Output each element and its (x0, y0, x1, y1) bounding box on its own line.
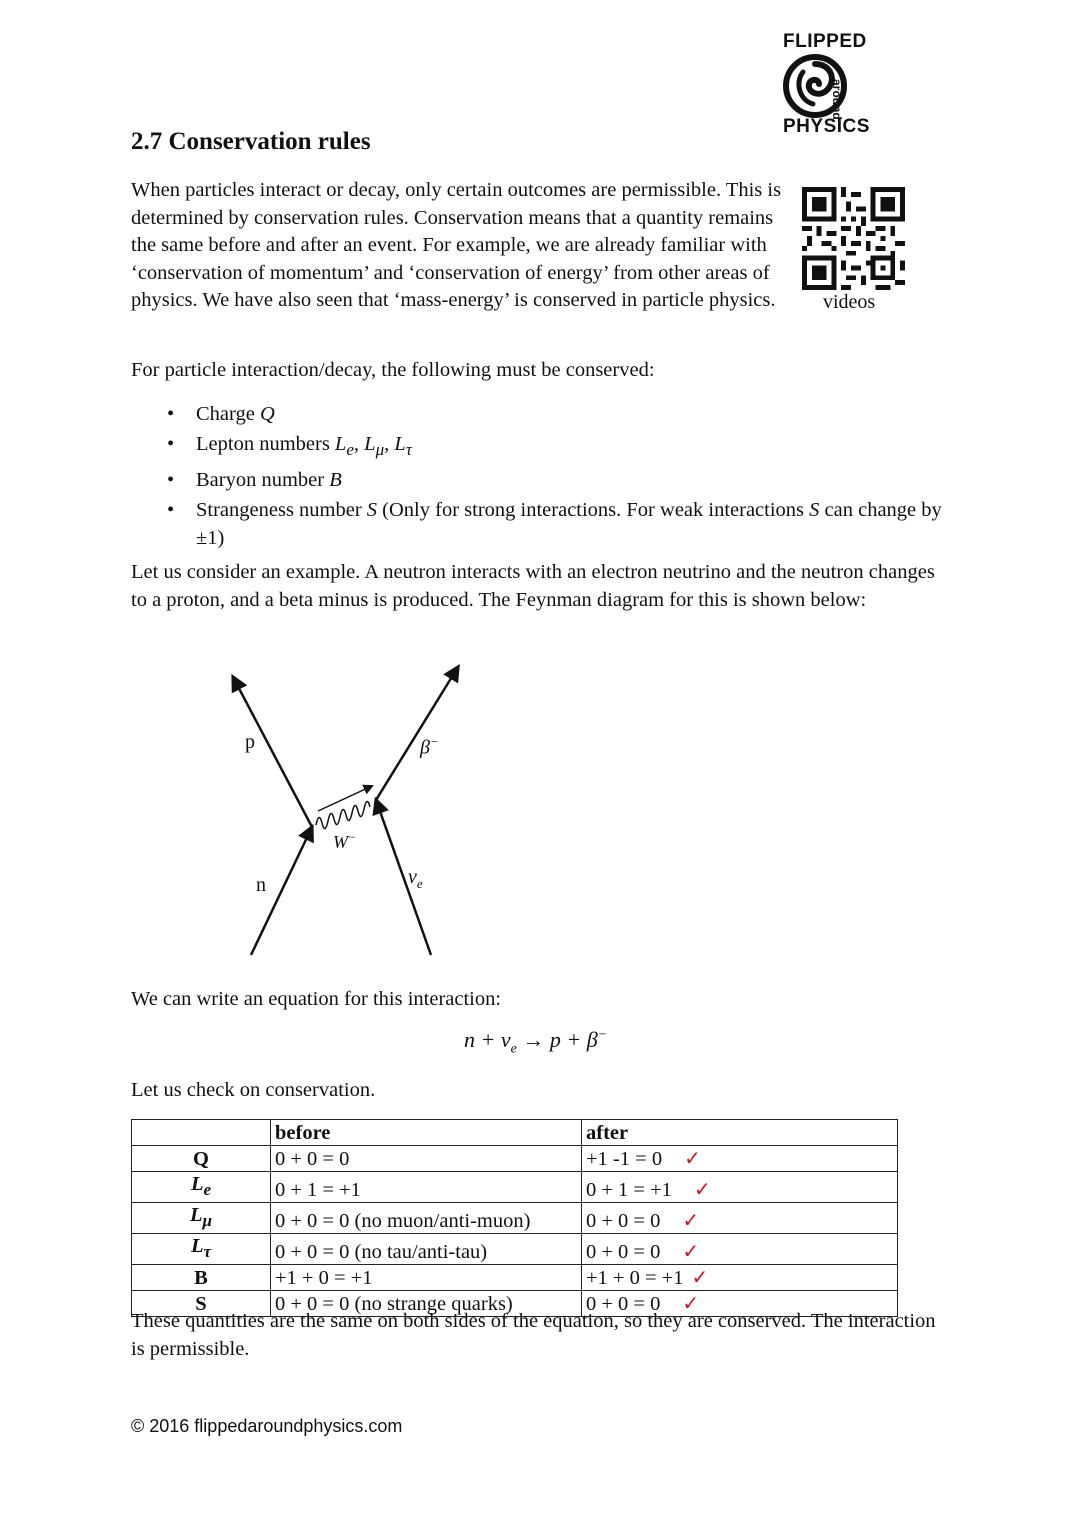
list-item-charge: • Charge Q (131, 400, 961, 428)
check-icon: ✓ (682, 1210, 700, 1233)
intro-paragraph: When particles interact or decay, only certain outcomes are permissible. This is determined by conservation rules. Conservation means that a quantity remains the same before and after an event. For example, we are already familiar with ‘conservation of momentum’ and ‘conservation of energy’ from other areas of physics. We have also seen that ‘mass-energy’ is conserved in particle physics. (131, 179, 782, 311)
check-icon: ✓ (693, 1179, 711, 1202)
table-row: S 0 + 0 = 0 (no strange quarks) 0 + 0 = 0 ✓ (132, 1291, 898, 1317)
check-icon: ✓ (682, 1293, 700, 1316)
label-nu-e: $\nu_e$ (408, 866, 423, 891)
list-item-strangeness: • Strangeness number S (Only for strong interactions. For weak interactions S can change by ±1) (131, 496, 961, 552)
list-item-baryon: • Baryon number B (131, 466, 961, 494)
feynman-diagram (220, 655, 480, 965)
logo-top-text: FLIPPED (783, 31, 867, 52)
table-row: $L_\tau$ 0 + 0 = 0 (no tau/anti-tau) 0 + 0 = 0 ✓ (132, 1234, 898, 1265)
list-item-lepton: • Lepton numbers $L_e$, $L_\mu$, $L_\tau$ (131, 430, 961, 464)
beta-line (376, 667, 458, 800)
table-row: $L_e$ 0 + 1 = +1 0 + 1 = +1 ✓ (132, 1172, 898, 1203)
table-header-row (132, 1120, 898, 1146)
logo-side-text: around (830, 79, 844, 120)
label-p: p (245, 731, 255, 753)
label-w-minus: W− (333, 830, 357, 852)
check-icon: ✓ (682, 1241, 700, 1264)
label-n: n (256, 874, 266, 896)
qr-code-icon[interactable] (802, 187, 905, 290)
header-before: before (271, 1120, 582, 1146)
equation-intro: We can write an equation for this interaction: (131, 988, 502, 1010)
check-icon: ✓ (691, 1267, 709, 1290)
conclusion-paragraph: These quantities are the same on both sides of the equation, so they are conserved. The interaction is permissible. (131, 1310, 936, 1360)
check-intro: Let us check on conservation. (131, 1079, 376, 1101)
header-after: after (582, 1120, 898, 1146)
copyright-footer: © 2016 flippedaroundphysics.com (131, 1416, 403, 1436)
conservation-table (131, 1119, 898, 1317)
table-row: B +1 + 0 = +1 +1 + 0 = +1 ✓ (132, 1265, 898, 1291)
table-row: $L_\mu$ 0 + 0 = 0 (no muon/anti-muon) 0 + 0 = 0 ✓ (132, 1203, 898, 1234)
logo-bottom-text: PHYSICS (783, 116, 870, 137)
table-row: Q 0 + 0 = 0 +1 -1 = 0 ✓ (132, 1146, 898, 1172)
page-title: 2.7 Conservation rules (131, 128, 371, 155)
interaction-equation: $n + \nu_e \to p + \beta^-$ (464, 1027, 608, 1057)
w-boson-wavy-line (316, 801, 370, 828)
conserved-intro: For particle interaction/decay, the following must be conserved: (131, 359, 655, 381)
conserved-quantities-list (131, 400, 961, 554)
example-paragraph: Let us consider an example. A neutron interacts with an electron neutrino and the neutron changes to a proton, and a beta minus is produced. The Feynman diagram for this is shown below: (131, 561, 935, 611)
check-icon: ✓ (684, 1148, 701, 1170)
qr-caption: videos (823, 291, 876, 313)
label-beta: β− (420, 734, 439, 759)
